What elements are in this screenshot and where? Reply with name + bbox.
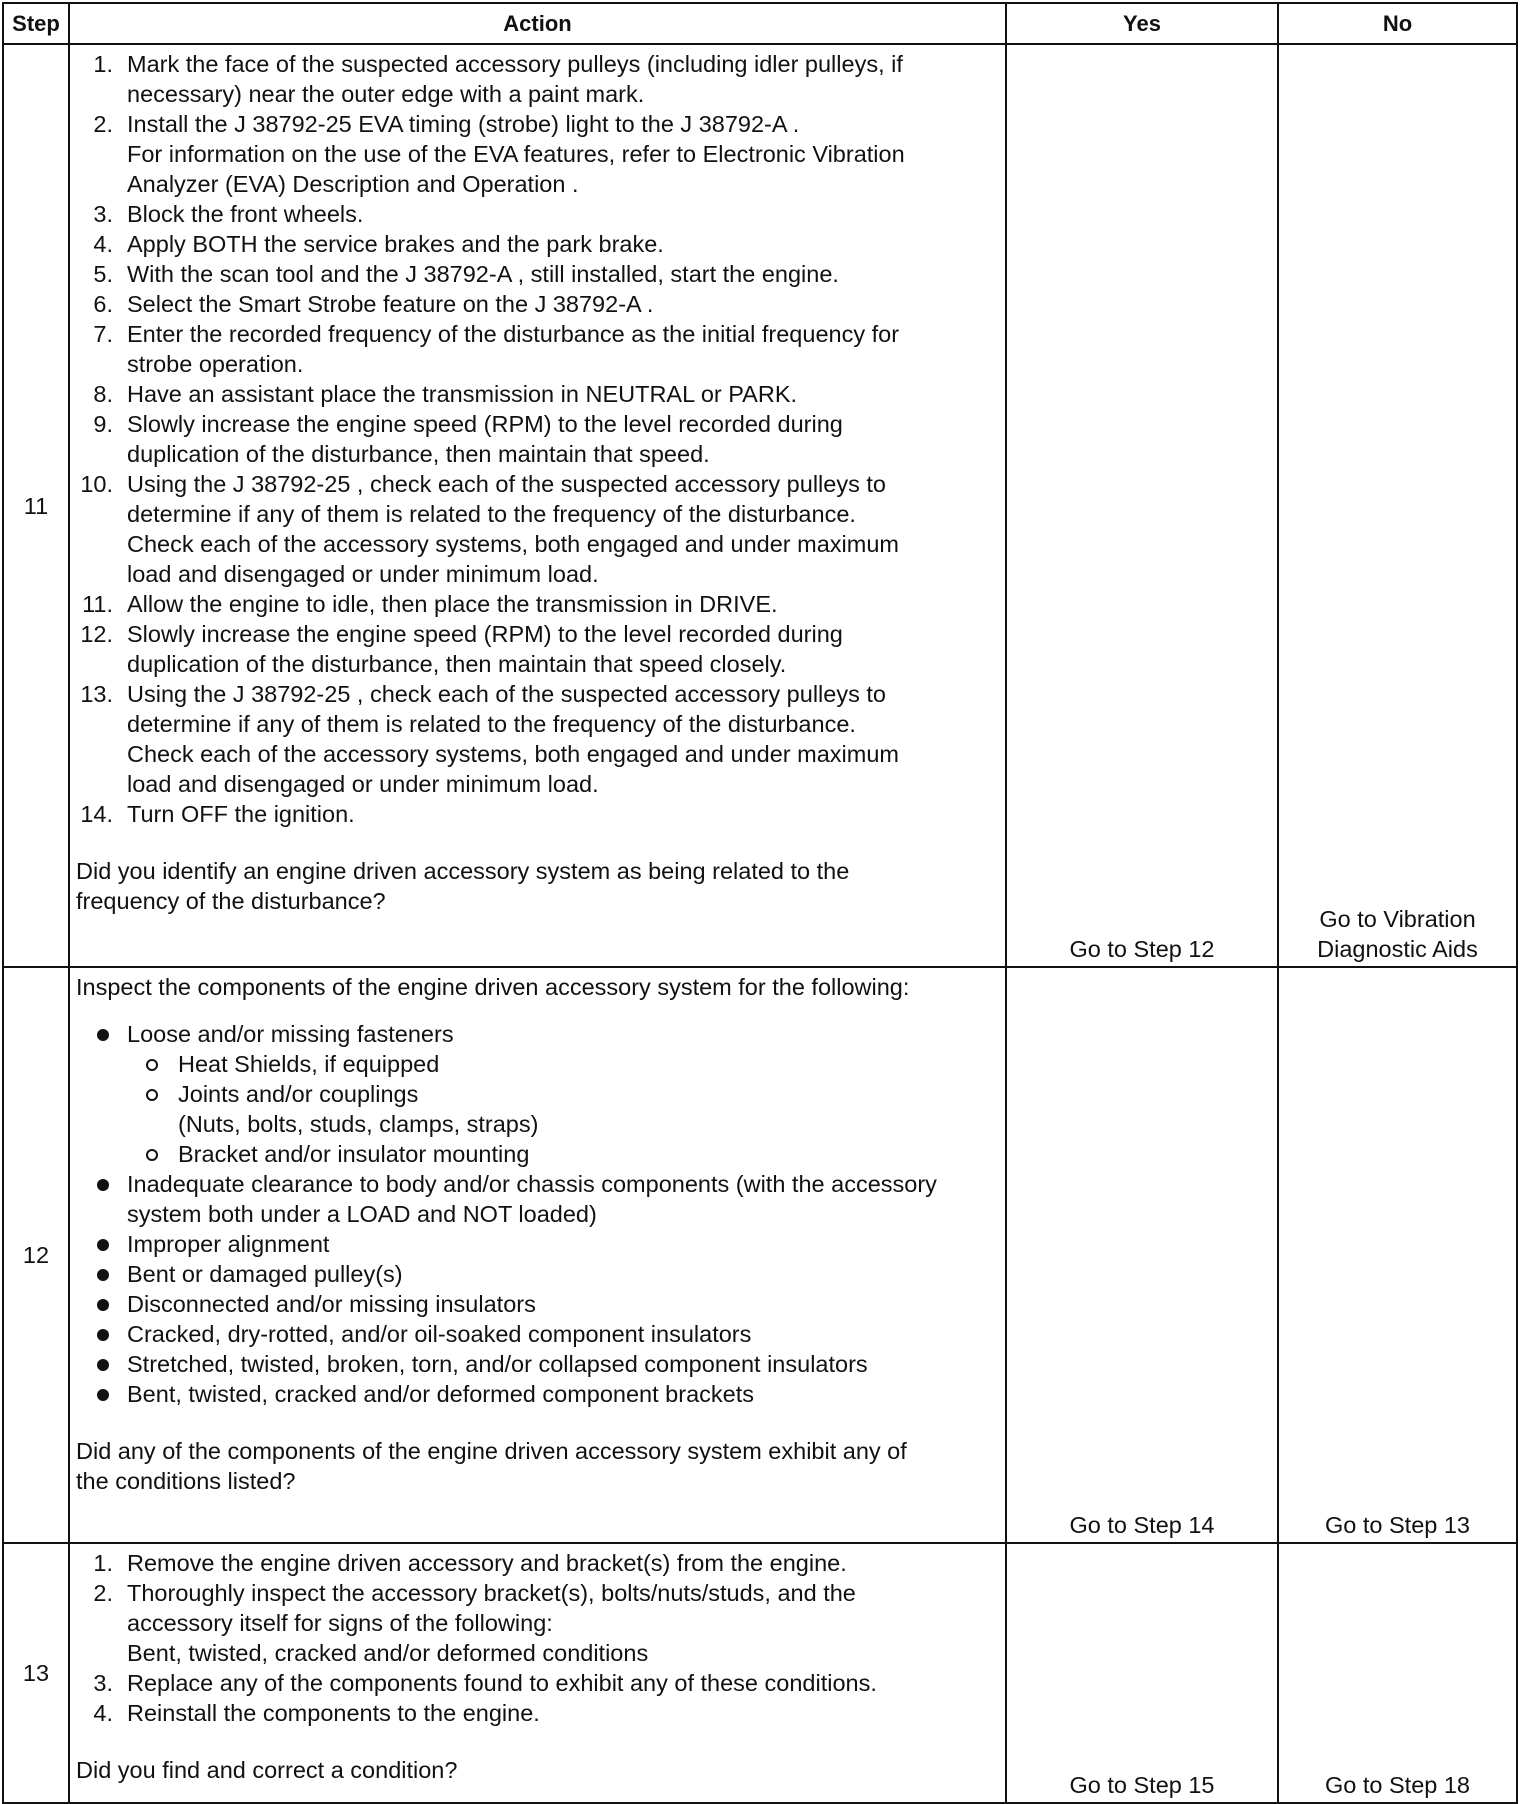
list-item (76, 49, 999, 109)
list-item (76, 1169, 999, 1229)
list-item (76, 1349, 999, 1379)
list-item (76, 1259, 999, 1289)
item-text: load and disengaged or under minimum load. (127, 561, 599, 587)
step-index: 10. (80, 471, 113, 497)
item-text: Allow the engine to idle, then place the transmission in DRIVE. (127, 591, 778, 617)
list-item (76, 1668, 999, 1698)
no-link[interactable]: Go to Step 13 (1324, 1512, 1471, 1538)
step-index: 13. (80, 681, 113, 707)
step-number: 13 (3, 1543, 69, 1803)
item-text: Slowly increase the engine speed (RPM) to the level recorded during (127, 411, 843, 437)
item-text: necessary) near the outer edge with a paint mark. (127, 81, 645, 107)
list-item (76, 1578, 999, 1668)
no-cell (1278, 967, 1517, 1543)
step-index: 3. (93, 201, 113, 227)
spacer (76, 829, 999, 856)
step-number: 12 (3, 967, 69, 1543)
yes-link[interactable]: Go to Step 15 (1069, 1772, 1215, 1798)
table-row (3, 44, 1517, 967)
yes-cell (1006, 967, 1278, 1543)
yes-cell (1006, 44, 1278, 967)
diagnostic-table (2, 2, 1518, 1804)
question-line: Did you find and correct a condition? (76, 1757, 458, 1783)
item-text: duplication of the disturbance, then maintain that speed. (127, 441, 710, 467)
item-text: duplication of the disturbance, then maintain that speed closely. (127, 651, 787, 677)
no-cell (1278, 44, 1517, 967)
item-text: With the scan tool and the J 38792-A , still installed, start the engine. (127, 261, 839, 287)
list-item (76, 799, 999, 829)
step-index: 2. (93, 111, 113, 137)
question-text (76, 1436, 999, 1496)
step-index: 4. (93, 231, 113, 257)
table-row (3, 1543, 1517, 1803)
yes-link[interactable]: Go to Step 12 (1069, 936, 1215, 962)
list-item (76, 289, 999, 319)
item-text: strobe operation. (127, 351, 304, 377)
bullet-icon (97, 1299, 109, 1311)
item-text: Cracked, dry-rotted, and/or oil-soaked component insulators (127, 1321, 752, 1347)
item-text: Block the front wheels. (127, 201, 364, 227)
list-item (76, 469, 999, 589)
step-index: 6. (93, 291, 113, 317)
ring-bullet-icon (146, 1059, 158, 1071)
item-text: Disconnected and/or missing insulators (127, 1291, 536, 1317)
bullet-list (76, 1019, 999, 1409)
table-row (3, 967, 1517, 1543)
bullet-icon (97, 1329, 109, 1341)
bullet-icon (97, 1269, 109, 1281)
list-item (76, 259, 999, 289)
yes-link[interactable]: Go to Step 14 (1069, 1512, 1215, 1538)
list-item (76, 409, 999, 469)
item-text: Turn OFF the ignition. (127, 801, 355, 827)
question-line: frequency of the disturbance? (76, 888, 386, 914)
sub-bullet-list (127, 1049, 999, 1169)
item-text: Replace any of the components found to exhibit any of these conditions. (127, 1670, 877, 1696)
item-text: determine if any of them is related to the frequency of the disturbance. (127, 711, 856, 737)
item-text: system both under a LOAD and NOT loaded) (127, 1201, 597, 1227)
item-text: Inadequate clearance to body and/or chassis components (with the accessory (127, 1171, 937, 1197)
item-text: Bracket and/or insulator mounting (178, 1141, 530, 1167)
item-text: Improper alignment (127, 1231, 330, 1257)
no-link[interactable]: Go to Step 18 (1324, 1772, 1471, 1798)
step-index: 14. (80, 801, 113, 827)
list-item (76, 1289, 999, 1319)
item-text: Using the J 38792-25 , check each of the suspected accessory pulleys to (127, 471, 886, 497)
question-line: Did you identify an engine driven accessory system as being related to the (76, 858, 850, 884)
spacer (76, 1728, 999, 1755)
list-item (76, 1698, 999, 1728)
step-index: 1. (93, 51, 113, 77)
list-item (76, 1379, 999, 1409)
ring-bullet-icon (146, 1089, 158, 1101)
question-line: Did any of the components of the engine driven accessory system exhibit any of (76, 1438, 907, 1464)
item-text: Bent or damaged pulley(s) (127, 1261, 403, 1287)
item-text: Enter the recorded frequency of the disturbance as the initial frequency for (127, 321, 900, 347)
step-index: 4. (93, 1700, 113, 1726)
list-item (76, 1548, 999, 1578)
action-cell (69, 44, 1006, 967)
item-text: Apply BOTH the service brakes and the park brake. (127, 231, 664, 257)
item-text: determine if any of them is related to the frequency of the disturbance. (127, 501, 856, 527)
item-text: Have an assistant place the transmission in NEUTRAL or PARK. (127, 381, 798, 407)
list-item (76, 1229, 999, 1259)
spacer (76, 1002, 999, 1019)
header-no: No (1278, 3, 1517, 44)
spacer (76, 1409, 999, 1436)
no-cell (1278, 1543, 1517, 1803)
step-index: 5. (93, 261, 113, 287)
item-text: Analyzer (EVA) Description and Operation . (127, 171, 579, 197)
item-text: Joints and/or couplings (178, 1081, 419, 1107)
numbered-steps (76, 49, 999, 829)
list-item (127, 1139, 999, 1169)
item-text: Heat Shields, if equipped (178, 1051, 440, 1077)
list-item (76, 589, 999, 619)
item-text: Thoroughly inspect the accessory bracket(s), bolts/nuts/studs, and the (127, 1580, 856, 1606)
item-text: Reinstall the components to the engine. (127, 1700, 540, 1726)
bullet-icon (97, 1389, 109, 1401)
item-text: Remove the engine driven accessory and bracket(s) from the engine. (127, 1550, 847, 1576)
list-item (127, 1079, 999, 1139)
item-text: accessory itself for signs of the following: (127, 1610, 553, 1636)
ring-bullet-icon (146, 1149, 158, 1161)
header-step: Step (3, 3, 69, 44)
list-item (76, 229, 999, 259)
item-text: For information on the use of the EVA features, refer to Electronic Vibration (127, 141, 905, 167)
item-text: load and disengaged or under minimum load. (127, 771, 599, 797)
item-text: (Nuts, bolts, studs, clamps, straps) (178, 1111, 539, 1137)
bullet-icon (97, 1239, 109, 1251)
step-index: 1. (93, 1550, 113, 1576)
no-link[interactable]: Diagnostic Aids (1317, 936, 1478, 962)
question-line: the conditions listed? (76, 1468, 296, 1494)
step-index: 11. (82, 591, 113, 617)
item-text: Check each of the accessory systems, both engaged and under maximum (127, 531, 899, 557)
no-link[interactable]: Go to Vibration (1319, 906, 1476, 932)
item-text: Stretched, twisted, broken, torn, and/or collapsed component insulators (127, 1351, 868, 1377)
yes-cell (1006, 1543, 1278, 1803)
list-item (76, 199, 999, 229)
item-text: Install the J 38792-25 EVA timing (strobe) light to the J 38792-A . (127, 111, 800, 137)
list-item (76, 1319, 999, 1349)
list-item (76, 379, 999, 409)
item-text: Bent, twisted, cracked and/or deformed component brackets (127, 1381, 754, 1407)
step-index: 3. (93, 1670, 113, 1696)
list-item (76, 109, 999, 199)
item-text: Slowly increase the engine speed (RPM) to the level recorded during (127, 621, 843, 647)
step-number: 11 (3, 44, 69, 967)
list-item (76, 619, 999, 679)
header-action: Action (69, 3, 1006, 44)
action-cell (69, 1543, 1006, 1803)
bullet-icon (97, 1359, 109, 1371)
list-item (127, 1049, 999, 1079)
item-text: Check each of the accessory systems, both engaged and under maximum (127, 741, 899, 767)
header-row (3, 3, 1517, 44)
item-text: Bent, twisted, cracked and/or deformed conditions (127, 1640, 649, 1666)
list-item (76, 319, 999, 379)
item-text: Select the Smart Strobe feature on the J 38792-A . (127, 291, 654, 317)
list-item (76, 1019, 999, 1169)
item-text: Using the J 38792-25 , check each of the suspected accessory pulleys to (127, 681, 886, 707)
step-index: 7. (93, 321, 113, 347)
question-text (76, 856, 999, 916)
step-index: 12. (80, 621, 113, 647)
bullet-icon (97, 1179, 109, 1191)
step-index: 2. (93, 1580, 113, 1606)
list-item (76, 679, 999, 799)
header-yes: Yes (1006, 3, 1278, 44)
question-text (76, 1755, 999, 1785)
item-text: Loose and/or missing fasteners (127, 1021, 454, 1047)
step-index: 8. (93, 381, 113, 407)
item-text: Mark the face of the suspected accessory pulleys (including idler pulleys, if (127, 51, 903, 77)
step-index: 9. (93, 411, 113, 437)
bullet-icon (97, 1029, 109, 1041)
action-cell (69, 967, 1006, 1543)
numbered-steps (76, 1548, 999, 1728)
intro-text: Inspect the components of the engine driven accessory system for the following: (76, 974, 910, 1000)
